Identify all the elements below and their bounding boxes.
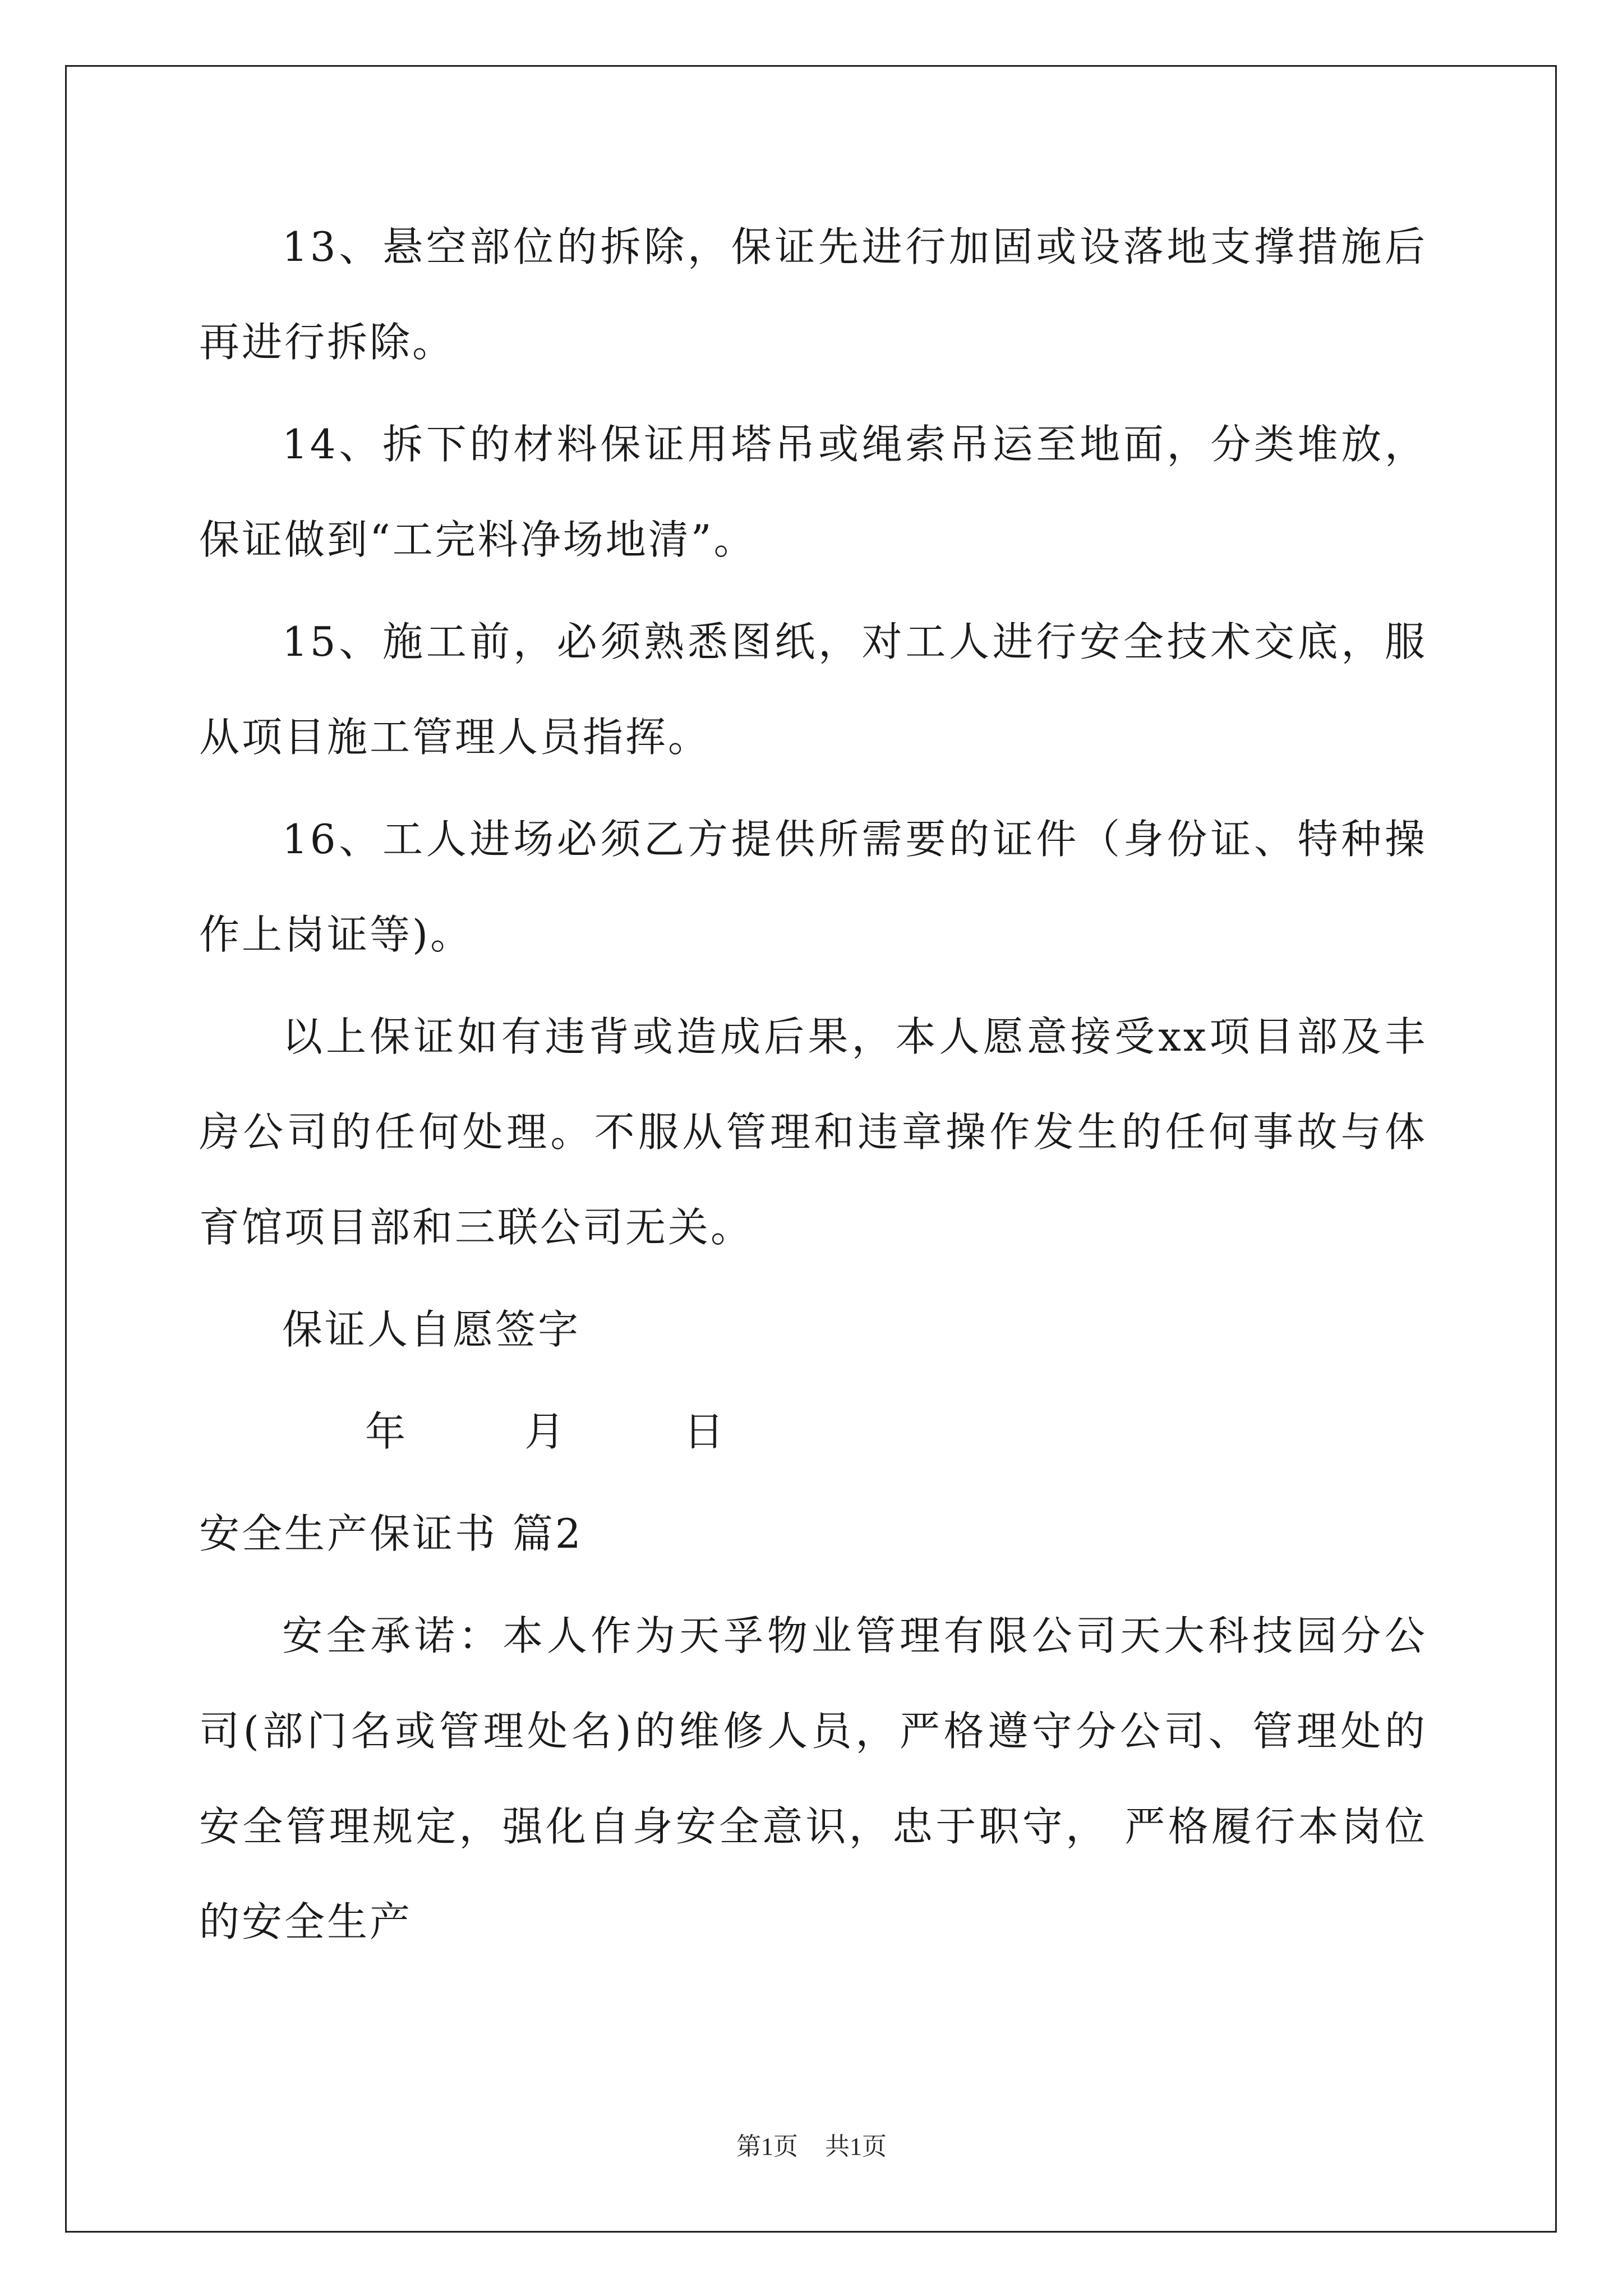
date-day: 日 xyxy=(684,1408,727,1455)
commitment-paragraph: 安全承诺：本人作为天孚物业管理有限公司天大科技园分公司(部门名或管理处名)的维修人员，严格遵守分公司、管理处的安全管理规定，强化自身安全意识，忠于职守， 严格履行本岗位的安全生产 xyxy=(199,1612,1427,1945)
signature-line: 保证人自愿签字 xyxy=(282,1306,581,1353)
date-year: 年 xyxy=(365,1408,408,1455)
document-body xyxy=(199,199,1427,1976)
page-number-total: 共1页 xyxy=(825,2133,887,2160)
paragraph-item-16: 16、工人进场必须乙方提供所需要的证件（身份证、特种操作上岗证等)。 xyxy=(199,816,1427,958)
paragraph-item-13: 13、悬空部位的拆除，保证先进行加固或设落地支撑措施后再进行拆除。 xyxy=(199,223,1427,366)
paragraph-item-15: 15、施工前，必须熟悉图纸，对工人进行安全技术交底，服从项目施工管理人员指挥。 xyxy=(199,618,1427,761)
date-month: 月 xyxy=(524,1408,568,1455)
page-footer xyxy=(0,2126,1623,2162)
date-line xyxy=(199,1384,1427,1479)
page-number-current: 第1页 xyxy=(736,2133,798,2160)
section-heading: 安全生产保证书 篇2 xyxy=(199,1510,583,1557)
paragraph-item-14: 14、拆下的材料保证用塔吊或绳索吊运至地面，分类堆放，保证做到“工完料净场地清”。 xyxy=(199,421,1427,563)
liability-paragraph: 以上保证如有违背或造成后果，本人愿意接受xx项目部及丰房公司的任何处理。不服从管理和违章操作发生的任何事故与体育馆项目部和三联公司无关。 xyxy=(199,1013,1427,1251)
